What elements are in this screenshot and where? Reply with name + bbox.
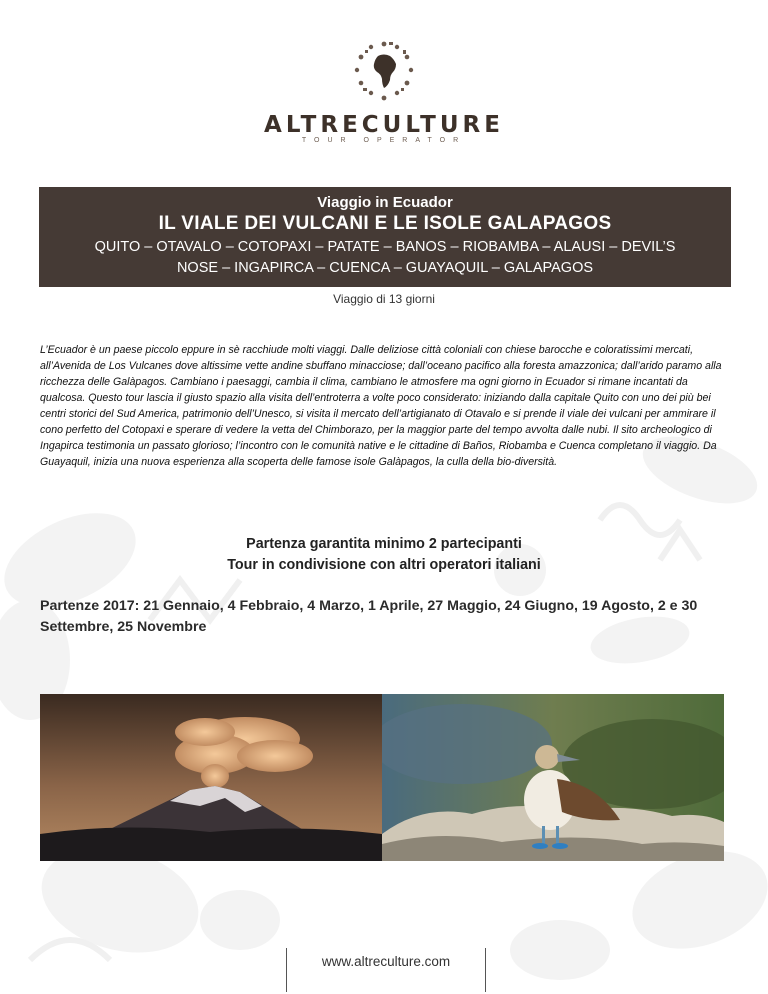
highlight-shared-tour: Tour in condivisione con altri operatori italiani	[227, 557, 541, 573]
tour-title: IL VIALE DEI VULCANI E LE ISOLE GALAPAGOS	[158, 213, 612, 234]
brand-name: ALTRECULTURE	[264, 112, 504, 138]
brand-tagline: TOUR OPERATOR	[301, 137, 467, 144]
tour-duration: Viaggio di 13 giorni	[333, 292, 435, 306]
title-banner	[39, 187, 731, 287]
volcano-photo	[40, 694, 382, 861]
brand-emblem-icon	[351, 38, 417, 104]
intro-paragraph: L’Ecuador è un paese piccolo eppure in sè racchiude molti viaggi. Dalle deliziose città coloniali con chiese barocche e coloratissimi mercati, all’Avenida de Los Vulcanes dove altissime vette andine sbuffano minacciose; dall’oceano pacifico alla foresta amazzonica; dall’arido paramo alla ricchezza delle Galàpagos. Cambiano i paesaggi, cambia il clima, cambiano le atmosfere ma ogni giorno in Ecuador si rimane incantati da qualcosa. Questo tour lascia il giusto spazio alla visita dell’entroterra a volte poco considerato: iniziando dalla capitale Quito con uno dei più bei centri storici del Sud America, patrimonio dell’Unesco, si visita il mercato dell’artigianato di Otavalo e si prende il viale dei vulcani per ammirare il cono perfetto del Cotopaxi e sperare di vedere la vetta del Chimborazo, per la maggior parte del tempo avvolta dalle nubi. Il sito archeologico di Ingapirca testimonia un passato glorioso; l’incontro con le comunità native e le cittadine di Baños, Riobamba e Cuenca completano il viaggio. Da Guayaquil, inizia una nuova esperienza alla scoperta delle famose isole Galàpagos, la culla della bio-diversità.	[40, 344, 722, 468]
departure-dates: Partenze 2017: 21 Gennaio, 4 Febbraio, 4 Marzo, 1 Aprile, 27 Maggio, 24 Giugno, 19 Agosto, 2 e 30 Settembre, 25 Novembre	[40, 598, 698, 635]
route-line-2: NOSE – INGAPIRCA – CUENCA – GUAYAQUIL – GALAPAGOS	[176, 260, 594, 276]
banner-kicker: Viaggio in Ecuador	[317, 194, 453, 211]
tour-route	[59, 237, 711, 279]
blue-footed-booby-photo	[382, 694, 724, 861]
footer-divider-right	[485, 948, 486, 992]
highlight-guaranteed: Partenza garantita minimo 2 partecipanti	[246, 536, 522, 552]
route-line-1: QUITO – OTAVALO – COTOPAXI – PATATE – BANOS – RIOBAMBA – ALAUSI – DEVIL’S	[94, 239, 676, 255]
website-link[interactable]: www.altreculture.com	[321, 954, 451, 969]
